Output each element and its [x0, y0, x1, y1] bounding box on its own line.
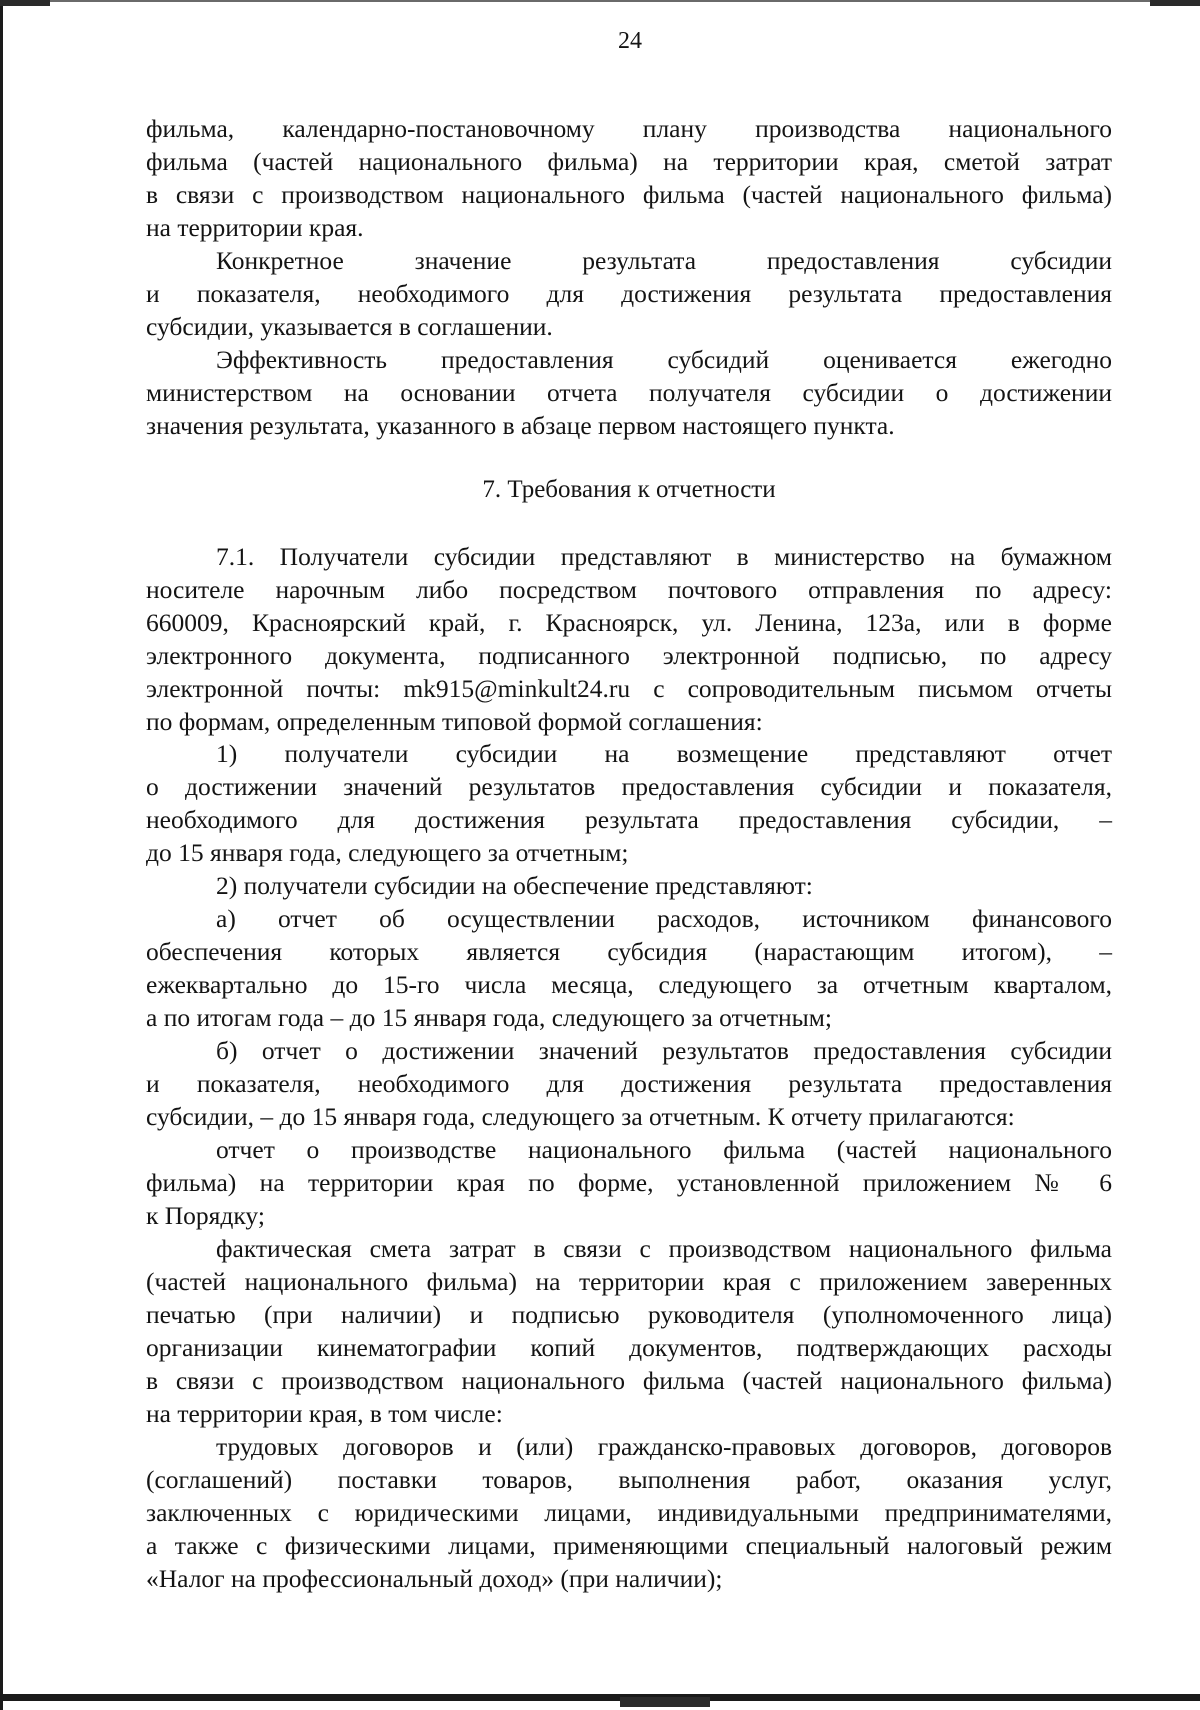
- page-number: 24: [618, 28, 642, 54]
- text-line: трудовых договоров и (или) гражданско-правовых договоров, договоров: [216, 1432, 1112, 1461]
- scan-mark-top-left: [0, 0, 50, 6]
- section-heading: 7. Требования к отчетности: [482, 476, 776, 503]
- scan-border-top: [0, 0, 1200, 2]
- text-line: до 15 января года, следующего за отчетным;: [146, 838, 629, 867]
- text-line: значения результата, указанного в абзаце первом настоящего пункта.: [146, 411, 895, 440]
- text-line: фактическая смета затрат в связи с производством национального фильма: [216, 1234, 1112, 1263]
- text-line: носителе нарочным либо посредством почтового отправления по адресу:: [146, 575, 1112, 604]
- text-line: субсидии, указывается в соглашении.: [146, 312, 553, 341]
- text-line: 7.1. Получатели субсидии представляют в министерство на бумажном: [216, 542, 1112, 571]
- text-line: и показателя, необходимого для достижения результата предоставления: [146, 1069, 1112, 1098]
- text-line: 2) получатели субсидии на обеспечение представляют:: [216, 871, 813, 900]
- text-line: фильма (частей национального фильма) на территории края, сметой затрат: [146, 147, 1112, 176]
- scan-border-left: [0, 0, 3, 1710]
- text-line: на территории края.: [146, 213, 364, 242]
- text-line: «Налог на профессиональный доход» (при наличии);: [146, 1564, 723, 1593]
- text-line: по формам, определенным типовой формой соглашения:: [146, 707, 763, 736]
- text-line: о достижении значений результатов предоставления субсидии и показателя,: [146, 772, 1112, 801]
- text-line: электронного документа, подписанного электронной подписью, по адресу: [146, 641, 1112, 670]
- text-line: 1) получатели субсидии на возмещение представляют отчет: [216, 739, 1112, 768]
- text-line: 660009, Красноярский край, г. Красноярск, ул. Ленина, 123а, или в форме: [146, 608, 1112, 637]
- text-line: Конкретное значение результата предоставления субсидии: [216, 246, 1112, 275]
- text-line: на территории края, в том числе:: [146, 1399, 503, 1428]
- text-line: обеспечения которых является субсидия (нарастающим итогом), –: [146, 937, 1112, 966]
- text-line: в связи с производством национального фильма (частей национального фильма): [146, 180, 1112, 209]
- scan-border-bottom: [0, 1694, 1200, 1701]
- text-line: в связи с производством национального фильма (частей национального фильма): [146, 1366, 1112, 1395]
- text-line: к Порядку;: [146, 1201, 265, 1230]
- text-line: организации кинематографии копий документов, подтверждающих расходы: [146, 1333, 1112, 1362]
- text-line: заключенных с юридическими лицами, индивидуальными предпринимателями,: [146, 1498, 1112, 1527]
- text-line: печатью (при наличии) и подписью руководителя (уполномоченного лица): [146, 1300, 1112, 1329]
- text-line: б) отчет о достижении значений результатов предоставления субсидии: [216, 1036, 1112, 1065]
- text-line: Эффективность предоставления субсидий оценивается ежегодно: [216, 345, 1112, 374]
- text-line: отчет о производстве национального фильма (частей национального: [216, 1135, 1112, 1164]
- text-line: электронной почты: mk915@minkult24.ru с сопроводительным письмом отчеты: [146, 674, 1112, 703]
- text-line: ежеквартально до 15-го числа месяца, следующего за отчетным кварталом,: [146, 970, 1112, 999]
- text-line: а также с физическими лицами, применяющими специальный налоговый режим: [146, 1531, 1112, 1560]
- text-line: (соглашений) поставки товаров, выполнения работ, оказания услуг,: [146, 1465, 1112, 1494]
- text-line: фильма) на территории края по форме, установленной приложением № 6: [146, 1168, 1112, 1197]
- scan-mark-top-right: [1150, 0, 1200, 6]
- text-line: министерством на основании отчета получателя субсидии о достижении: [146, 378, 1112, 407]
- text-line: а по итогам года – до 15 января года, следующего за отчетным;: [146, 1003, 833, 1032]
- text-line: необходимого для достижения результата предоставления субсидии, –: [146, 805, 1112, 834]
- scan-smudge-bottom: [620, 1697, 710, 1707]
- text-line: а) отчет об осуществлении расходов, источником финансового: [216, 904, 1112, 933]
- text-line: и показателя, необходимого для достижения результата предоставления: [146, 279, 1112, 308]
- text-line: (частей национального фильма) на территории края с приложением заверенных: [146, 1267, 1112, 1296]
- text-line: субсидии, – до 15 января года, следующего за отчетным. К отчету прилагаются:: [146, 1102, 1015, 1131]
- text-line: фильма, календарно-постановочному плану производства национального: [146, 114, 1112, 143]
